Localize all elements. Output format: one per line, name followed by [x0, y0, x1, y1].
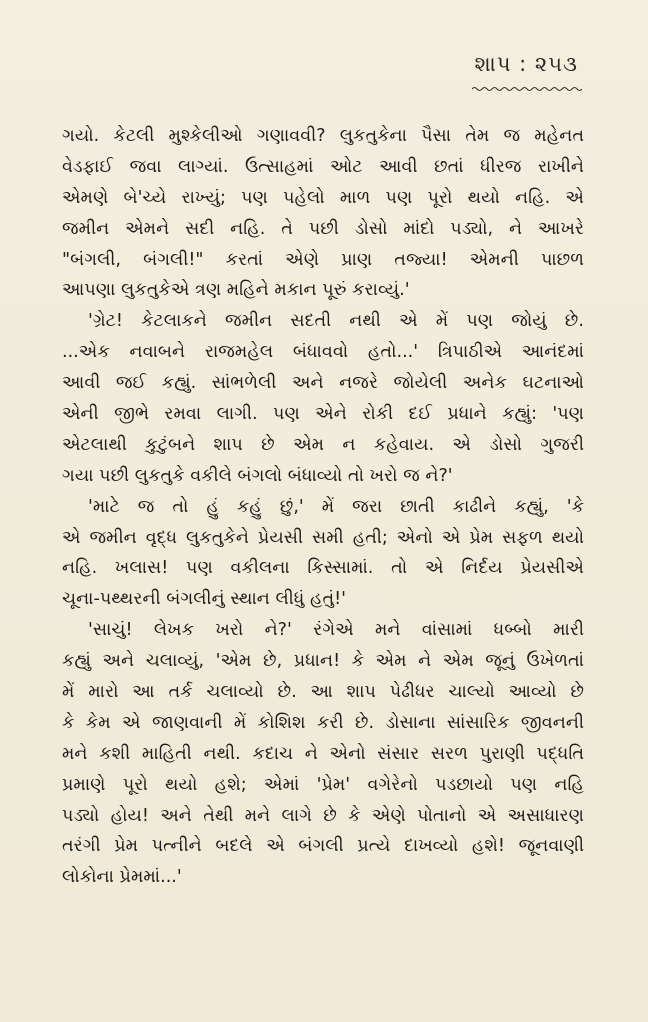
text-line: તરંગી પ્રેમ પત્નીને બદલે એ બંગલી પ્રત્યે દાખવ્યો હશે! જૂનવાણી	[62, 836, 584, 857]
paragraph-4	[62, 615, 584, 893]
text-line: "બંગલી, બંગલી!" કરતાં એણે પ્રાણ તજ્યા! એમની પાછળ	[62, 249, 584, 270]
text-line: પ્રમાણે પૂરો થયો હશે; એમાં 'પ્રેમ' વગેરેનો પડછાયો પણ નહિ	[62, 774, 584, 795]
text-line: મેં મારો આ તર્ક ચલાવ્યો છે. આ શાપ પેઢીધર ચાલ્યો આવ્યો છે	[62, 682, 584, 703]
text-line: ચૂના-પથ્થરની બંગલીનું સ્થાન લીધું હતું!'	[62, 589, 347, 610]
text-line: નહિ. ખલાસ! પણ વકીલના કિસ્સામાં. તો એ નિર્દય પ્રેયસીએ	[62, 558, 584, 579]
text-line: લોકોના પ્રેમમાં...'	[62, 867, 182, 888]
text-line: મને કશી માહિતી નથી. કદાચ ને એનો સંસાર સરળ પુરાણી પદ્ધતિ	[62, 743, 584, 764]
text-line: એટલાથી કુટુંબને શાપ છે એમ ન કહેવાય. એ ડોસો ગુજરી	[62, 434, 584, 455]
text-line: 'સાચું! લેખક ખરો ને?' રંગેએ મને વાંસામાં ધબ્બો મારી	[88, 620, 584, 641]
text-line: કે કેમ એ જાણવાની મેં કોશિશ કરી છે. ડોસાના સાંસારિક જીવનની	[62, 712, 584, 733]
text-line: આવી જઈ કહ્યું. સાંભળેલી અને નજરે જોયેલી અનેક ઘટનાઓ	[62, 373, 584, 394]
text-line: એમણે બે'ચ્યે રાખ્યું; પણ પહેલો માળ પણ પૂરો થયો નહિ. એ	[62, 187, 584, 208]
text-line: ગયા પછી લુકતુકે વકીલે બંગલો બંધાવ્યો તો ખરો જ ને?'	[62, 465, 453, 486]
paragraph-3	[62, 492, 584, 616]
paragraph-2	[62, 306, 584, 491]
text-line: આપણા લુકતુકેએ ત્રણ મહિને મકાન પૂરું કરાવ્યું.'	[62, 280, 410, 301]
text-line: ...એક નવાબને રાજમહેલ બંધાવવો હતો...' ત્રિપાઠીએ આનંદમાં	[62, 342, 584, 363]
text-line: 'માટે જ તો હું કહું છું,' મેં જરા છાતી કાઢીને કહ્યું, 'કે	[88, 496, 584, 517]
text-line: વેડફાઈ જવા લાગ્યાં. ઉત્સાહમાં ઓટ આવી છતાં ધીરજ રાખીને	[62, 156, 584, 177]
text-line: એ જમીન વૃદ્ધ લુકતુકેને પ્રેયસી સમી હતી; એનો એ પ્રેમ સફળ થયો	[62, 527, 584, 548]
text-line: કહ્યું અને ચલાવ્યું, 'એમ છે, પ્રધાન! કે એમ ને એમ જૂનું ઉખેળતાં	[62, 651, 584, 672]
running-head: શાપ : ૨૫૩	[474, 52, 578, 76]
text-line: એની જીભે રમવા લાગી. પણ એને રોકી દઈ પ્રધાને કહ્યું: 'પણ	[62, 404, 584, 425]
text-line: 'ગ્રેટ! કેટલાકને જમીન સદતી નથી એ મેં પણ જોયું છે.	[88, 311, 584, 332]
paragraph-1	[62, 121, 584, 306]
wavy-rule-ornament	[472, 86, 582, 92]
body-text	[62, 121, 584, 893]
text-line: ગયો. કેટલી મુશ્કેલીઓ ગણાવવી? લુકતુકેના પૈસા તેમ જ મહેનત	[62, 126, 584, 146]
text-line: જમીન એમને સદી નહિ. તે પછી ડોસો માંદો પડ્યો, ને આખરે	[62, 218, 584, 239]
text-line: પડ્યો હોય! અને તેથી મને લાગે છે કે એણે પોતાનો એ અસાધારણ	[62, 805, 584, 826]
